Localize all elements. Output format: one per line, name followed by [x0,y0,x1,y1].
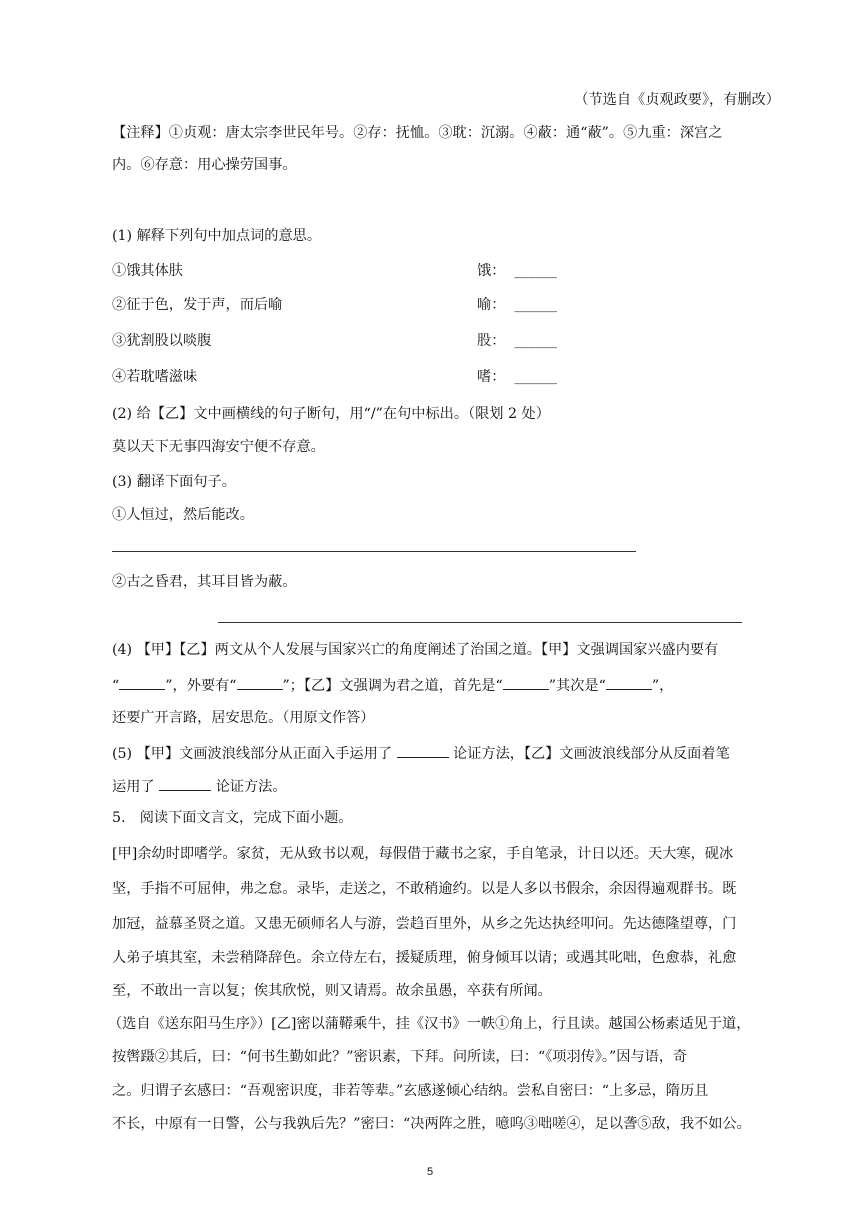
q1-item-3-label: 股： ______ [477,333,557,349]
q1-item-4-label: 嗜： ______ [477,369,557,385]
q3-prompt: (3) 翻译下面句子。 [112,474,236,490]
answer-blank[interactable]: ______ [514,369,557,385]
notes-line-1: 【注释】①贞观：唐太宗李世民年号。②存：抚恤。③耽：沉溺。④蔽：通“蔽”。⑤九重：深宫之 [112,125,723,141]
answer-blank[interactable] [503,674,549,690]
answer-blank[interactable]: ______ [514,333,557,349]
q1-item-2-label: 喻： ______ [477,297,557,313]
q1-item-1: ①饿其体肤 饿： ______ [112,263,557,279]
q1-item-4: ④若耽嗜滋味 嗜： ______ [112,369,557,385]
q2-sentence: 莫以天下无事四海安宁便不存意。 [112,439,325,455]
jia-line-3: 加冠，益慕圣贤之道。又患无硕师名人与游，尝趋百里外，从乡之先达执经叩问。先达德隆望尊，门 [112,916,737,932]
yi-line-2: 按辔蹑②其后，曰：“何书生勤如此？”密识素，下拜。问所读，曰：“《项羽传》。”因与语，奇 [112,1049,688,1065]
answer-blank[interactable]: ______ [514,263,557,279]
answer-blank[interactable] [606,674,652,690]
q1-item-3: ③犹割股以啖腹 股： ______ [112,333,557,349]
dotted-word: 股 [154,333,169,349]
answer-blank[interactable] [159,775,211,791]
jia-line-1: [甲]余幼时即嗜学。家贫，无从致书以观，每假借于藏书之家，手自笔录，计日以还。天大寒，砚冰 [112,846,734,862]
dotted-word: 喻 [268,297,283,313]
dotted-word: 饿 [126,263,141,279]
section-5-title: 5. 阅读下面文言文，完成下面小题。 [112,810,353,826]
q1-prompt: (1) 解释下列句中加点词的意思。 [112,228,322,244]
notes-line-2: 内。⑥存意：用心操劳国事。 [112,157,297,173]
answer-blank[interactable] [397,742,449,758]
answer-blank[interactable] [119,674,165,690]
source-citation: （节选自《贞观政要》，有删改） [574,92,780,108]
jia-line-2: 坚，手指不可屈伸，弗之怠。录毕，走送之，不敢稍逾约。以是人多以书假余，余因得遍观群书。既 [112,881,737,897]
q5-line-1: (5) 【甲】文画波浪线部分从正面入手运用了 论证方法，【乙】文画波浪线部分从反面着笔 [112,742,780,764]
answer-line-1[interactable] [112,551,636,552]
answer-line-2[interactable] [218,622,742,623]
yi-line-3: 之。归谓子玄感曰：“吾观密识度，非若等辈。”玄感遂倾心结纳。尝私自密曰：“上多忌，隋历且 [112,1083,709,1099]
dotted-word: 嗜 [154,369,169,385]
jia-line-5: 至，不敢出一言以复；俟其欣悦，则又请焉。故余虽愚，卒获有所闻。 [112,983,552,999]
answer-blank[interactable]: ______ [514,297,557,313]
q5-line-2: 运用了 论证方法。 [112,775,780,797]
q4-line-2: “ ”，外要有“ ”；【乙】文强调为君之道，首先是“ ”其次是“ ”， [112,674,780,696]
q4-line-1: (4) 【甲】【乙】两文从个人发展与国家兴亡的角度阐述了治国之道。【甲】文强调国家兴盛内要有 [112,642,719,658]
yi-line-4: 不长，中原有一日警，公与我孰后先？”密曰：“决两阵之胜，噫呜③咄嗟④，足以詟⑤敌，我不如公。 [112,1116,751,1132]
q1-item-1-label: 饿： ______ [477,263,557,279]
q4-line-3: 还要广开言路，居安思危。（用原文作答） [112,710,375,726]
page-number: 5 [426,1166,434,1178]
jia-line-4: 人弟子填其室，未尝稍降辞色。余立侍左右，援疑质理，俯身倾耳以请；或遇其叱咄，色愈恭，礼愈 [112,950,737,966]
yi-line-1: （选自《送东阳马生序》）[乙]密以蒲鞯乘牛，挂《汉书》一帙①角上，行且读。越国公杨素适见于道， [108,1016,751,1032]
q3-sentence-2: ②古之昏君，其耳目皆为蔽。 [112,574,297,590]
answer-blank[interactable] [237,674,283,690]
q3-sentence-1: ①人恒过，然后能改。 [112,507,254,523]
q1-item-2: ②征于色，发于声，而后喻 喻： ______ [112,297,557,313]
q2-prompt: (2) 给【乙】文中画横线的句子断句，用“/”在句中标出。（限划 2 处） [112,406,550,422]
